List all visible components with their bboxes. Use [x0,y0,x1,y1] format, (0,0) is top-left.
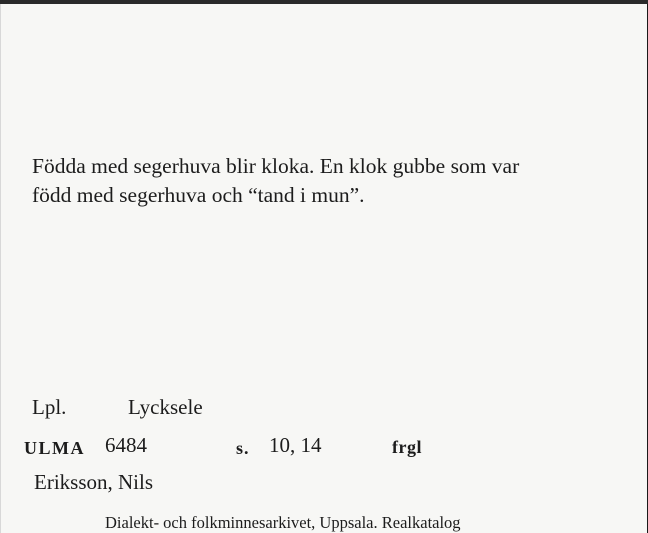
card-text [32,152,632,210]
category-code: frgl [392,437,422,457]
card-text-line: född med segerhuva och “tand i mun”. [32,183,365,207]
informant-name: Eriksson, Nils [34,470,154,494]
archive-number: 6484 [105,433,147,457]
card-text-line: Födda med segerhuva blir kloka. En klok gubbe som var [32,154,520,178]
place-abbreviation: Lpl. [32,395,67,419]
archive-card [0,4,647,533]
archive-label: ULMA [24,438,85,458]
page-label: s. [236,438,250,458]
page-numbers: 10, 14 [269,433,322,457]
card-footer: Dialekt- och folkminnesarkivet, Uppsala. Realkatalog [105,513,461,532]
place-name: Lycksele [128,395,203,419]
